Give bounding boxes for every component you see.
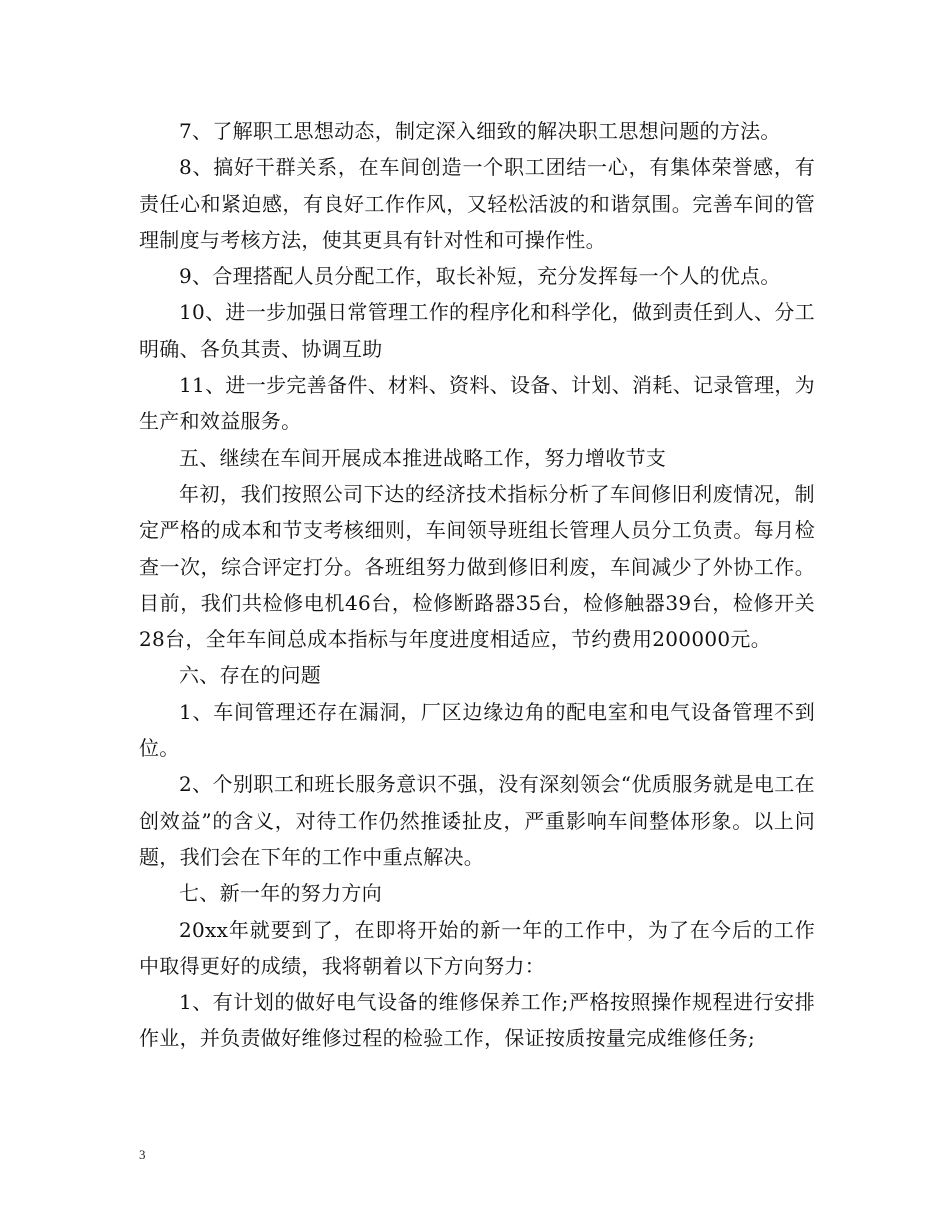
section-heading: 七、新一年的努力方向 — [179, 881, 382, 906]
section-heading: 五、继续在车间开展成本推进战略工作，努力增收节支 — [179, 445, 667, 470]
paragraph: 7、了解职工思想动态，制定深入细致的解决职工思想问题的方法。 — [179, 119, 781, 143]
page-number: 3 — [139, 1147, 146, 1162]
paragraph: 11、进一步完善备件、材料、资料、设备、计划、消耗、记录管理，为生产和效益服务。 — [139, 373, 815, 434]
section-heading: 六、存在的问题 — [179, 663, 322, 688]
paragraph: 20xx年就要到了，在即将开始的新一年的工作中，为了在今后的工作中取得更好的成绩，我将朝着以下方向努力： — [139, 917, 815, 978]
document-body — [139, 113, 815, 1057]
paragraph: 1、有计划的做好电气设备的维修保养工作;严格按照操作规程进行安排作业，并负责做好维修过程的检验工作，保证按质按量完成维修任务; — [139, 990, 815, 1051]
paragraph: 2、个别职工和班长服务意识不强，没有深刻领会“优质服务就是电工在创效益”的含义，对待工作仍然推诿扯皮，严重影响车间整体形象。以上问题，我们会在下年的工作中重点解决。 — [139, 772, 815, 869]
paragraph: 8、搞好干群关系，在车间创造一个职工团结一心，有集体荣誉感，有责任心和紧迫感，有良好工作作风，又轻松活波的和谐氛围。完善车间的管理制度与考核方法，使其更具有针对性和可操作性。 — [139, 155, 815, 252]
paragraph: 年初，我们按照公司下达的经济技术指标分析了车间修旧利废情况，制定严格的成本和节支考核细则，车间领导班组长管理人员分工负责。每月检查一次，综合评定打分。各班组努力做到修旧利废，车间减少了外协工作。目前，我们共检修电机46台，检修断路器35台，检修触器39台，检修开关28台，全年车间总成本指标与年度进度相适应，节约费用200000元。 — [139, 481, 815, 652]
paragraph: 10、进一步加强日常管理工作的程序化和科学化，做到责任到人、分工明确、各负其责、协调互助 — [139, 300, 815, 361]
paragraph: 9、合理搭配人员分配工作，取长补短，充分发挥每一个人的优点。 — [179, 264, 781, 289]
paragraph: 1、车间管理还存在漏洞，厂区边缘边角的配电室和电气设备管理不到位。 — [139, 699, 815, 761]
